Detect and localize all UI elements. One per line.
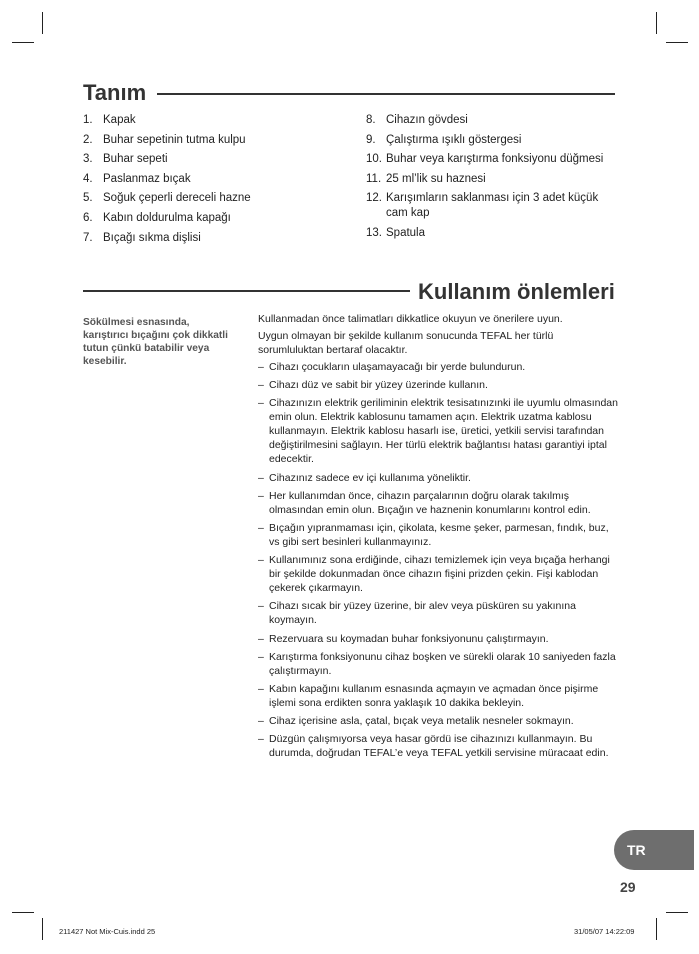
crop-mark [12,42,34,43]
item-number: 13. [366,226,382,239]
dash-bullet: – [258,600,264,613]
precaution-item [258,553,618,595]
dash-bullet: – [258,397,264,410]
item-number: 8. [366,114,376,126]
list-item [366,152,621,167]
list-item [366,172,621,187]
precaution-item [258,650,618,678]
precaution-text: Bıçağın yıpranmaması için, çikolata, kesme şeker, parmesan, fındık, buz, vs gibi sert besinleri kullanmayınız. [269,521,609,548]
crop-mark [666,42,688,43]
item-text: Soğuk çeperli dereceli hazne [103,192,251,205]
list-item [83,211,283,226]
page-number: 29 [620,879,636,895]
list-item [366,191,621,221]
item-text: 25 ml’lik su haznesi [386,172,486,185]
crop-mark [656,918,657,940]
item-number: 12. [366,192,382,205]
intro-paragraph: Kullanmadan önce talimatları dikkatlice okuyun ve önerilere uyun. [258,313,563,325]
language-tab [614,830,694,870]
dash-bullet: – [258,733,264,746]
precaution-text: Cihazınız sadece ev içi kullanıma yöneliktir. [269,471,471,484]
item-text: Paslanmaz bıçak [103,172,191,185]
item-number: 9. [366,133,376,146]
list-item [83,113,283,128]
precaution-item [258,521,618,549]
crop-mark [666,912,688,913]
item-text: Buhar veya karıştırma fonksiyonu düğmesi [386,153,604,166]
language-label: TR [627,842,646,858]
item-text: Karışımların saklanması için 3 adet küçük cam kap [386,192,599,220]
dash-bullet: – [258,471,264,484]
list-item [83,133,283,148]
dash-bullet: – [258,715,264,728]
dash-bullet: – [258,521,264,534]
dash-bullet: – [258,650,264,663]
parts-list-left [83,113,283,250]
list-item [83,231,283,246]
list-item [83,172,283,187]
crop-mark [42,12,43,34]
precaution-text: Cihaz içerisine asla, çatal, bıçak veya metalik nesneler sokmayın. [269,715,574,728]
crop-mark [656,12,657,34]
item-number: 6. [83,211,93,224]
precautions-heading: Kullanım önlemleri [418,279,615,304]
definition-heading: Tanım [83,80,147,105]
precaution-text: Her kullanımdan önce, cihazın parçalarının doğru olarak takılmış olmasından emin olun. Bıçağın ve haznenin konumlarını kontrol edin. [269,489,591,516]
item-number: 7. [83,231,93,244]
footer-timestamp: 31/05/07 14:22:09 [574,927,635,936]
item-text: Buhar sepeti [103,153,168,166]
intro-paragraph: Uygun olmayan bir şekilde kullanım sonucunda TEFAL her türlü sorumluluktan bertaraf olacaktır. [258,330,554,356]
list-item [366,226,621,241]
dash-bullet: – [258,554,264,567]
item-number: 4. [83,172,93,185]
dash-bullet: – [258,489,264,502]
item-text: Buhar sepetinin tutma kulpu [103,133,246,146]
item-text: Çalıştırma ışıklı göstergesi [386,133,522,146]
item-number: 11. [366,172,382,185]
footer-file-info: 211427 Not Mix-Cuis.indd 25 [59,927,156,936]
precaution-text: Karıştırma fonksiyonunu cihaz boşken ve sürekli olarak 10 saniyeden fazla çalıştırmayın. [269,650,616,677]
precaution-text: Cihazı düz ve sabit bir yüzey üzerinde kullanın. [269,379,488,392]
precaution-text: Cihazı sıcak bir yüzey üzerine, bir alev veya püsküren su yakınına koymayın. [269,600,576,627]
precaution-item [258,378,618,392]
heading-rule [83,290,410,292]
precautions-body [258,312,618,764]
precautions-list [258,360,618,760]
side-warning-note: Sökülmesi esnasında, karıştırıcı bıçağını çok dikkatli tutun çünkü batabilir veya kesebilir. [83,317,228,367]
item-text: Spatula [386,226,426,239]
precaution-text: Düzgün çalışmıyorsa veya hasar gördü ise cihazınızı kullanmayın. Bu durumda, doğrudan TEFAL’e veya TEFAL yetkili servisine müracaat edin. [269,733,609,760]
precaution-item [258,732,618,760]
item-number: 1. [83,114,93,126]
precaution-text: Cihazınızın elektrik geriliminin elektrik tesisatınızınki ile uyumlu olmasından emin olun. Elektrik kablosunu tamamen açın. Elektrik uzatma kablosu kullanmayın. Elektrik kablosu hasarlı ise, üretici, yetkili servisi tarafından değiştirilmesini sağlayın. Her türlü elektrik bağlantısı hatası garantiyi iptal edecektir. [269,397,618,466]
parts-list-right [366,113,621,246]
item-number: 5. [83,192,93,205]
list-item [83,152,283,167]
dash-bullet: – [258,682,264,695]
item-text: Bıçağı sıkma dişlisi [103,231,201,244]
crop-mark [42,918,43,940]
dash-bullet: – [258,361,264,373]
item-text: Kapak [103,114,136,126]
precaution-item [258,599,618,627]
precaution-item [258,682,618,710]
list-item [366,133,621,148]
item-text: Cihazın gövdesi [386,114,468,126]
precaution-text: Cihazı çocukların ulaşamayacağı bir yerde bulundurun. [269,361,526,373]
precaution-item [258,396,618,466]
item-text: Kabın doldurulma kapağı [103,211,231,224]
precaution-item [258,489,618,517]
crop-mark [12,912,34,913]
precaution-text: Kullanımınız sona erdiğinde, cihazı temizlemek için veya bıçağa herhangi bir şekilde dokunmadan önce cihazın fişini prizden çekin. Fişi kablodan çekerek çıkarmayın. [269,554,610,595]
item-number: 3. [83,153,93,166]
item-number: 10. [366,153,382,166]
precaution-item [258,360,618,374]
precaution-item [258,632,618,646]
dash-bullet: – [258,379,264,392]
precaution-text: Rezervuara su koymadan buhar fonksiyonunu çalıştırmayın. [269,632,549,645]
list-item [366,113,621,128]
item-number: 2. [83,133,93,146]
dash-bullet: – [258,632,264,645]
precaution-item [258,714,618,728]
precaution-item [258,471,618,485]
heading-rule [157,93,615,95]
list-item [83,191,283,206]
precaution-text: Kabın kapağını kullanım esnasında açmayın ve açmadan önce pişirme işlemi sona erdikten sonra yaklaşık 10 dakika bekleyin. [269,682,599,709]
